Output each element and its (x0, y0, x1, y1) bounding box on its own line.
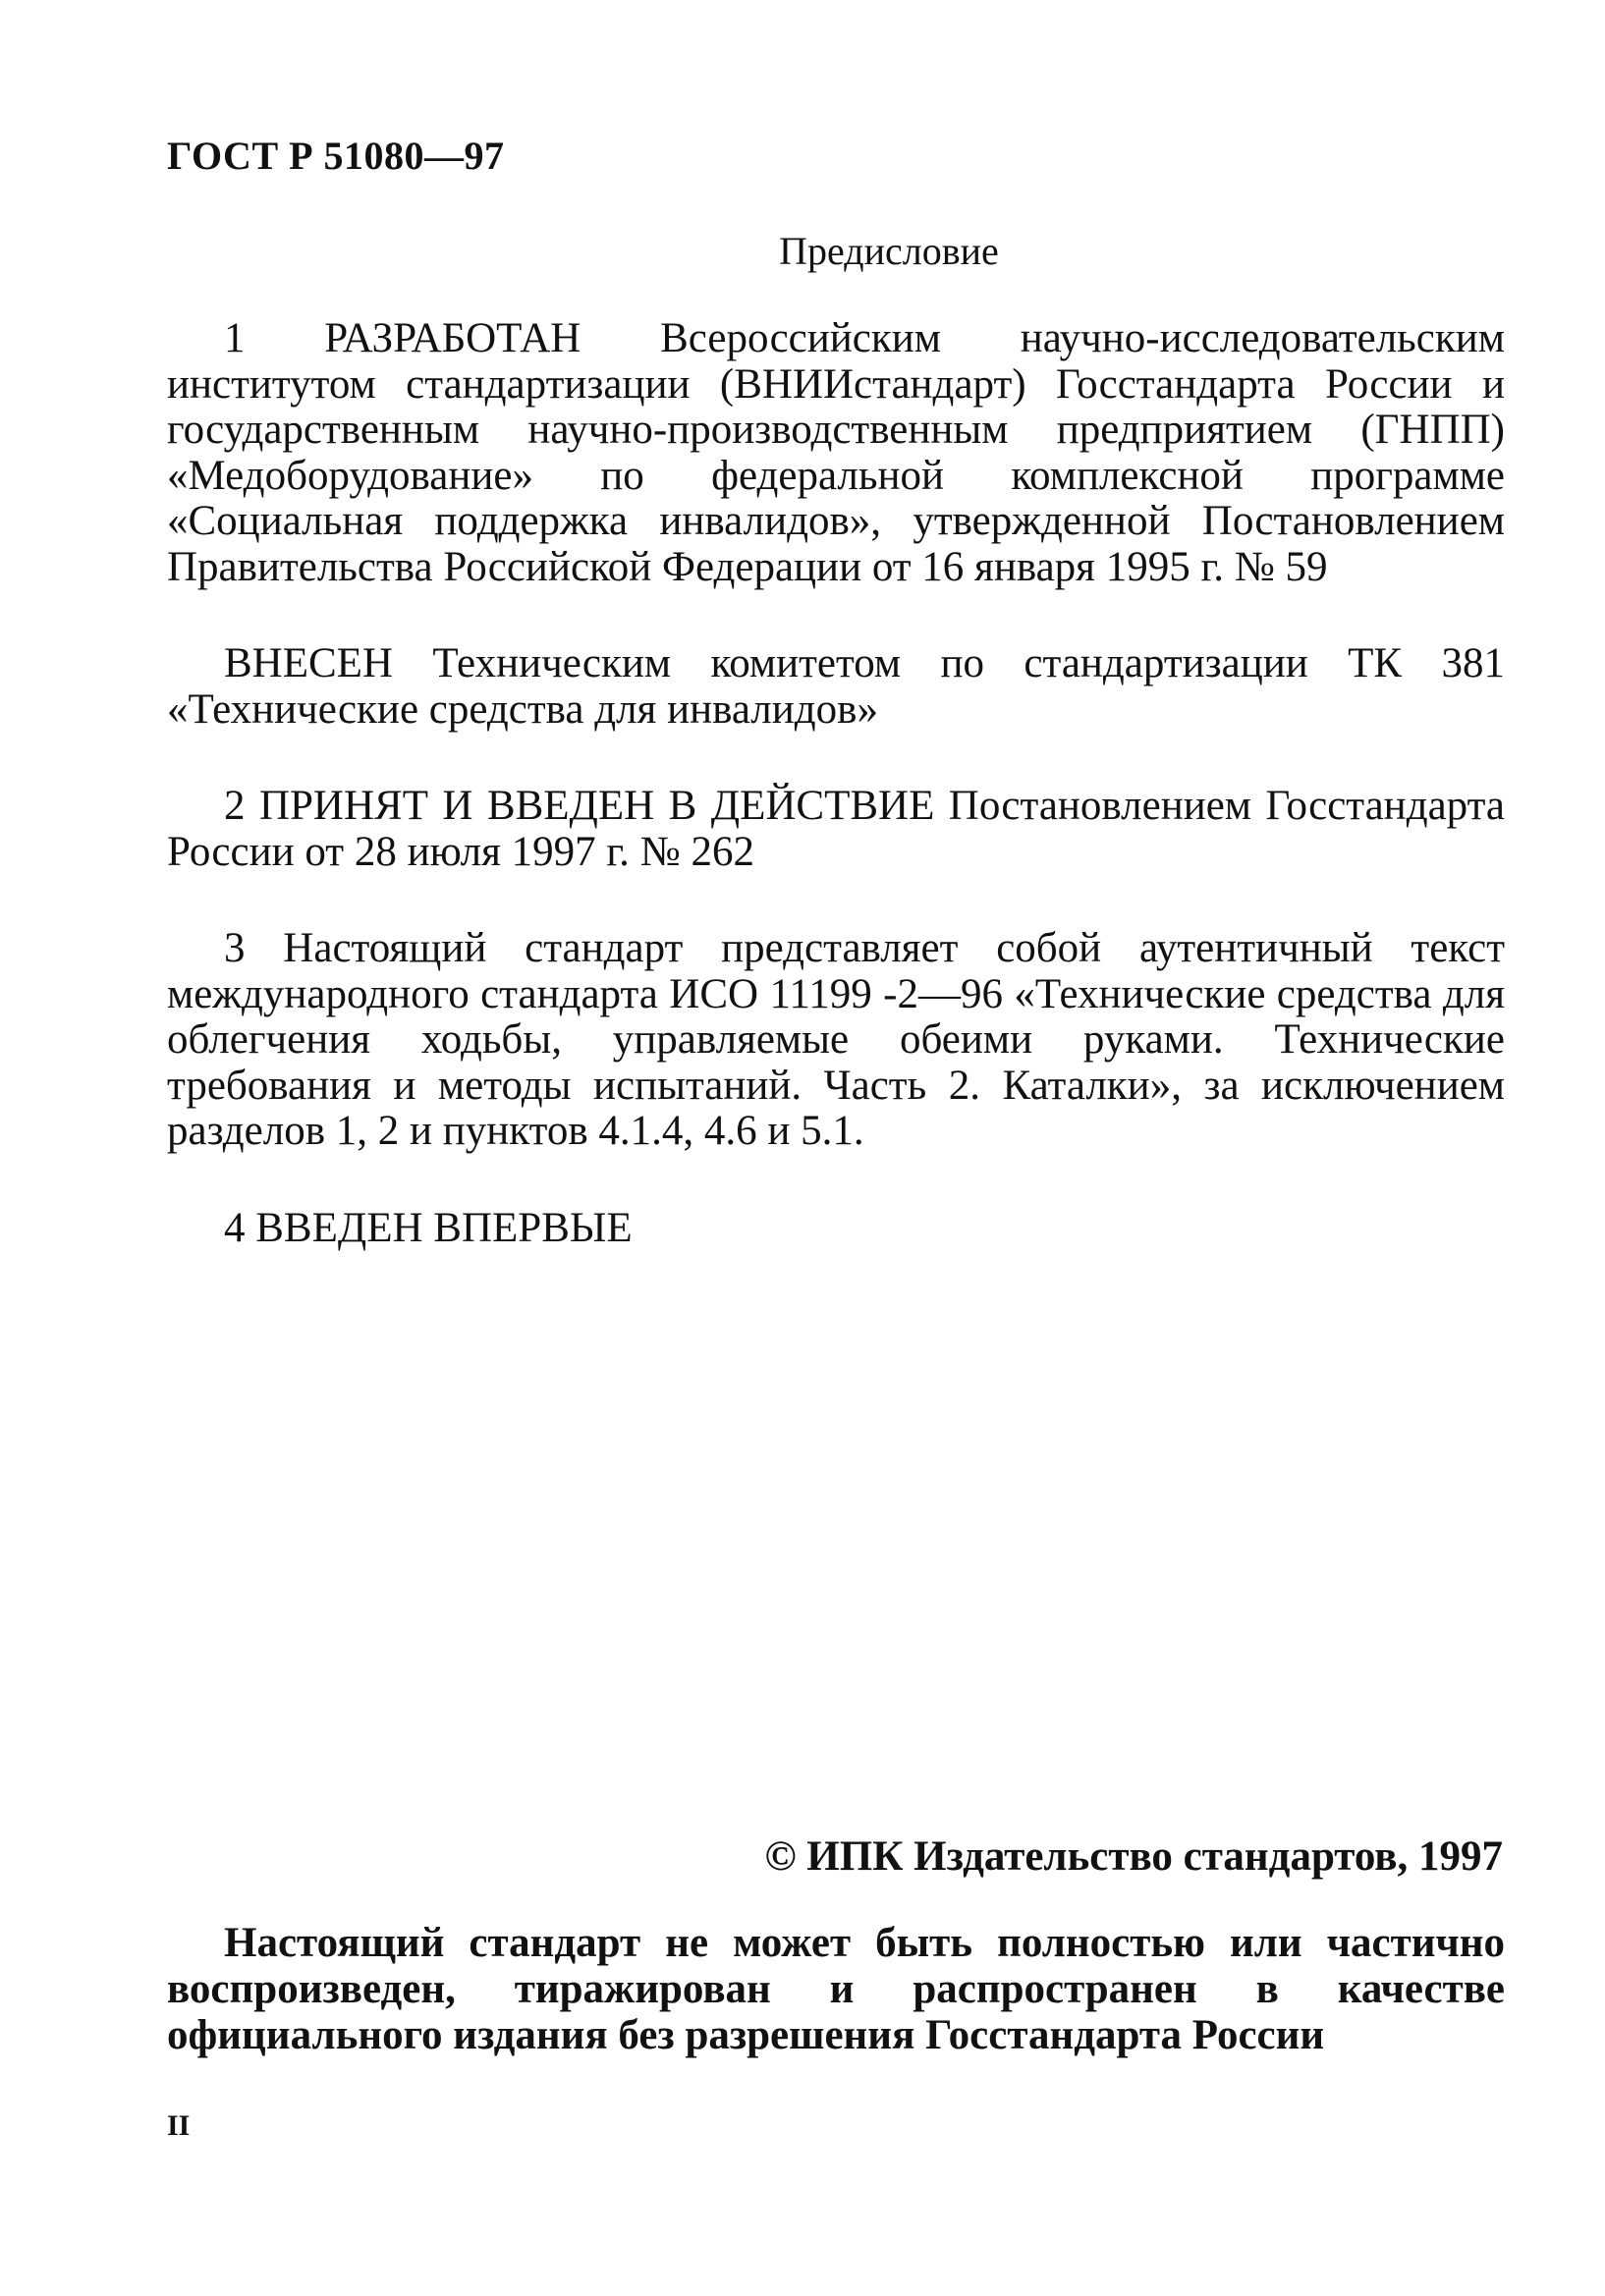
page-number: II (167, 2109, 191, 2142)
item-2-adopted (167, 784, 1505, 875)
document-designation: ГОСТ Р 51080—97 (167, 134, 505, 178)
item-1-lead: 1 РАЗРАБОТАН (224, 315, 581, 361)
item-1-developed (167, 316, 1505, 590)
copyright-line: © ИПК Издательство стандартов, 1997 (764, 1833, 1503, 1880)
item-1-text: Всероссийским научно-исследовательским институтом стандартизации (ВНИИстандарт) Госстандарта России и государственным научно-производственным предприятием (ГНПП) «Медоборудование» по федеральной комплексной программе «Социальная поддержка инвалидов», утвержденной Постановлением Правительства Российской Федерации от 16 января 1995 г. № 59 (167, 315, 1505, 590)
item-1-submitted-text: Техническим комитетом по стандартизации ТК 381 «Технические средства для инвалидов» (167, 640, 1505, 733)
foreword-body (167, 316, 1505, 1251)
item-2-lead: 2 ПРИНЯТ И ВВЕДЕН В ДЕЙСТВИЕ (224, 783, 935, 829)
item-3-authentic-text: 3 Настоящий стандарт представляет собой аутентичный текст международного стандарта ИСО 11199 -2—96 «Технические средства для облегчения ходьбы, управляемые обеими руками. Технические требования и методы испытаний. Часть 2. Каталки», за исключением разделов 1, 2 и пунктов 4.1.4, 4.6 и 5.1. (167, 925, 1505, 1154)
reproduction-notice-text: Настоящий стандарт не может быть полностью или частично воспроизведен, тиражирован и распространен в качестве официального издания без разрешения Госстандарта России (167, 1920, 1505, 2058)
page-title: Предисловие (779, 229, 999, 273)
item-1-submitted-lead: ВНЕСЕН (224, 640, 393, 686)
item-1-submitted (167, 641, 1505, 733)
item-4-first-introduced: 4 ВВЕДЕН ВПЕРВЫЕ (224, 1204, 633, 1251)
reproduction-notice (167, 1920, 1505, 2058)
item-2-text: Постановлением Госстандарта России от 28 июля 1997 г. № 262 (167, 783, 1505, 875)
